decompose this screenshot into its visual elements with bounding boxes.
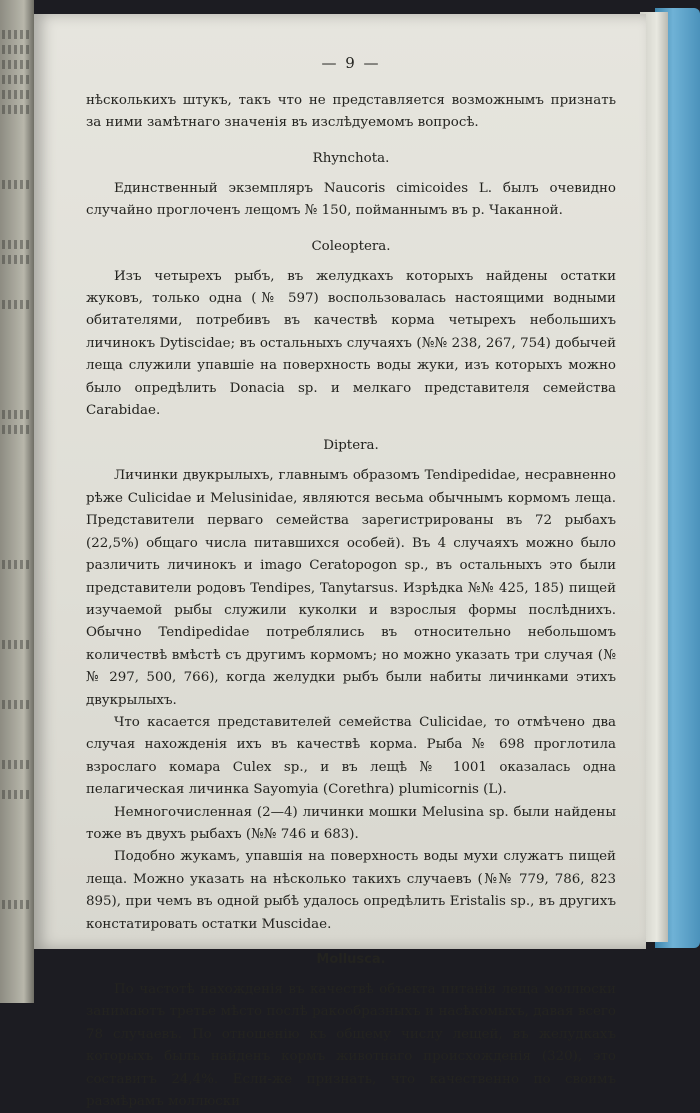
adjacent-text-fragment [2,640,32,649]
adjacent-text-fragment [2,760,32,769]
section-paragraph: По частотѣ нахожденія въ качествѣ объекта питанія леща моллюски занимаютъ третье мѣсто послѣ ракообразныхъ и насѣкомыхъ, давая всего 78 случаевъ. По отношенію къ общему числу лещей, въ желудкахъ которыхъ былъ найденъ кормъ животнаго происхожденія (320), это составитъ 24,4%. Если-же признать, что качественно по своимъ размѣрамъ моллюски [86,982,616,1110]
page-content [86,54,616,1113]
adjacent-text-fragment [2,30,32,39]
section-title: Diptera. [323,438,379,454]
section-paragraph: Изъ четырехъ рыбъ, въ желудкахъ которыхъ найдены остатки жуковъ, только одна (№ 597) воспользовалась настоящими водными обитателями, потребивъ въ качествѣ корма четырехъ небольшихъ личинокъ Dytiscidae; въ остальныхъ случаяхъ (№№ 238, 267, 754) добычей леща служили упавшіе на поверхность воды жуки, изъ которыхъ можно было опредѣлить Donacia sp. и мелкаго представителя семейства Carabidae. [86,268,616,419]
section-paragraph: Что касается представителей семейства Culicidae, то отмѣчено два случая нахожденія ихъ въ качествѣ корма. Рыба № 698 проглотила взрослаго комара Culex sp., и въ лещѣ № 1001 оказалась одна пелагическая личинка Sayomyia (Corethra) plumicornis (L). [86,714,616,798]
adjacent-text-fragment [2,425,32,434]
adjacent-text-fragment [2,180,32,189]
adjacent-text-fragment [2,560,32,569]
adjacent-text-fragment [2,255,32,264]
page-number: — 9 — [321,54,381,72]
adjacent-text-fragment [2,60,32,69]
section-paragraph: Немногочисленная (2—4) личинки мошки Melusina sp. были найдены тоже въ двухъ рыбахъ (№№ 746 и 683). [86,804,616,842]
section-paragraph: Подобно жукамъ, упавшія на поверхность воды мухи служатъ пищей леща. Можно указать на нѣсколько такихъ случаевъ (№№ 779, 786, 823 895), при чемъ въ одной рыбѣ удалось опредѣлить Eristalis sp., въ другихъ констатировать остатки Muscidae. [86,849,616,932]
section-title: Rhynchota. [312,150,390,166]
adjacent-text-fragment [2,700,32,709]
book-page [34,14,646,1110]
section-paragraph: Личинки двукрылыхъ, главнымъ образомъ Tendipedidae, несравненно рѣже Culicidae и Melusinidae, являются весьма обычнымъ кормомъ леща. Представители перваго семейства зарегистрированы въ 72 рыбахъ (22,5%) общаго числа питавшихся особей). Въ 4 случаяхъ можно было различить личинокъ и imago Ceratopogon sp., въ остальныхъ это были представители родовъ Tendipes, Tanytarsus. Изрѣдка №№ 425, 185) пищей изучаемой рыбы служили куколки и взрослыя формы послѣднихъ. Обычно Tendipedidae потреблялись въ относительно небольшомъ количествѣ вмѣстѣ съ другимъ кормомъ; но можно указать три случая (№№ 297, 500, 766), когда желудки рыбъ были набиты личинками этихъ двукрылыхъ. [86,468,616,708]
adjacent-text-fragment [2,45,32,54]
adjacent-text-fragment [2,300,32,309]
adjacent-page-edge [0,0,34,1003]
adjacent-text-fragment [2,105,32,114]
section-paragraph: Единственный экземпляръ Naucoris cimicoides L. былъ очевидно случайно проглоченъ лещомъ № 150, пойманнымъ въ р. Чаканной. [86,180,616,219]
adjacent-text-fragment [2,240,32,249]
adjacent-text-fragment [2,75,32,84]
adjacent-text-fragment [2,790,32,799]
intro-paragraph: нѣсколькихъ штукъ, такъ что не представляется возможнымъ признать за ними замѣтнаго значенія въ изслѣдуемомъ вопросѣ. [86,93,616,131]
adjacent-text-fragment [2,900,32,909]
adjacent-text-fragment [2,410,32,419]
adjacent-text-fragment [2,90,32,99]
section-title: Mollusca. [316,952,386,967]
section-title: Coleoptera. [311,238,391,254]
